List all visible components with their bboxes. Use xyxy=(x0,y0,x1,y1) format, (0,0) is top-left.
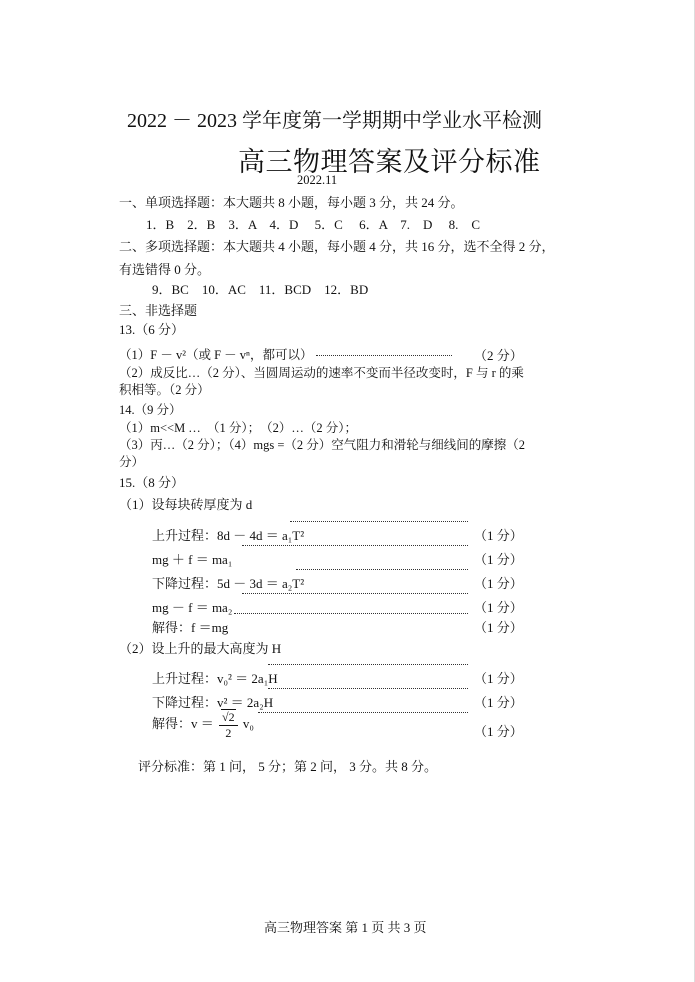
dot-leader xyxy=(268,664,468,665)
date: 2022.11 xyxy=(297,173,338,187)
q15-eq4-score: （1 分） xyxy=(474,600,523,615)
q15-part2-head: （2）设上升的最大高度为 H xyxy=(119,641,282,656)
q15-eq7: 下降过程：v² ＝ 2a₂H xyxy=(152,695,274,710)
sqrt-two: √2 xyxy=(222,710,235,724)
q15-eq3-score: （1 分） xyxy=(474,576,523,591)
dot-leader xyxy=(296,569,468,570)
scoring-criteria: 评分标准：第 1 问， 5 分；第 2 问， 3 分。共 8 分。 xyxy=(138,759,438,774)
q15-eq2-score: （1 分） xyxy=(474,552,523,567)
eq8-prefix: 解得：v ＝ xyxy=(152,715,214,731)
q13-line2: （2）成反比…（2 分）、当圆周运动的速率不变而半径改变时，F 与 r 的乘 xyxy=(119,366,524,380)
q13-line1 xyxy=(119,345,452,363)
dot-leader xyxy=(242,593,468,594)
q15-eq1 xyxy=(152,525,304,544)
section3-heading: 三、非选择题 xyxy=(119,303,198,318)
q15-eq7-score: （1 分） xyxy=(474,695,523,710)
dot-leader xyxy=(242,545,468,546)
eq1-text: 上升过程：8d － 4d ＝ a₁T² xyxy=(152,528,305,543)
q14-line3: 分） xyxy=(119,455,145,469)
dot-leader xyxy=(268,688,468,689)
fraction xyxy=(219,710,238,740)
section2-heading: 二、多项选择题：本大题共 4 小题，每小题 4 分，共 16 分，选不全得 2 分， xyxy=(119,239,555,254)
section1-answers: 1．B 2．B 3．A 4．D 5．C 6．A 7. D 8. C xyxy=(146,217,481,232)
dot-leader xyxy=(290,521,468,522)
q15-eq1-score: （1 分） xyxy=(474,528,523,543)
q15-eq5: 解得：f ＝mg xyxy=(152,620,229,635)
q15-head: 15.（8 分） xyxy=(119,475,185,490)
q13-line3: 积相等。（2 分） xyxy=(119,383,210,397)
q15-eq6-score: （1 分） xyxy=(474,671,523,686)
q13-line1-text: （1）F － v²（或 F － vⁿ，都可以） xyxy=(119,348,313,362)
q15-eq3: 下降过程：5d － 3d ＝ a₂T² xyxy=(152,576,305,591)
q15-eq5-score: （1 分） xyxy=(474,620,523,635)
page-footer: 高三物理答案 第 1 页 共 3 页 xyxy=(264,920,427,935)
section1-heading: 一、单项选择题：本大题共 8 小题，每小题 3 分，共 24 分。 xyxy=(119,195,464,210)
q15-eq6: 上升过程：v₀² ＝ 2a₁H xyxy=(152,671,278,686)
exam-title: 2022 － 2023 学年度第一学期期中学业水平检测 xyxy=(127,110,542,132)
q15-eq8 xyxy=(152,710,254,740)
fraction-numerator xyxy=(219,710,238,726)
q14-line2: （3）丙…（2 分）；（4）mgs =（2 分）空气阻力和滑轮与细线间的摩擦（2 xyxy=(119,438,526,452)
q15-part1-head: （1）设每块砖厚度为 d xyxy=(119,497,253,512)
q14-line1: （1）m<<M … （1 分）； （2）…（2 分）； xyxy=(119,421,358,435)
q15-eq8-score: （1 分） xyxy=(474,724,523,739)
q13-head: 13.（6 分） xyxy=(119,322,185,337)
dot-leader xyxy=(316,355,452,356)
section2-answers: 9．BC 10．AC 11．BCD 12．BD xyxy=(152,282,369,297)
fraction-denominator: 2 xyxy=(225,726,232,740)
eq8-suffix: v₀ xyxy=(242,715,254,731)
q15-eq2: mg ＋ f ＝ ma₁ xyxy=(152,552,233,567)
page-title: 高三物理答案及评分标准 xyxy=(238,147,541,177)
q14-head: 14.（9 分） xyxy=(119,403,182,417)
q15-eq4: mg － f ＝ ma₂ xyxy=(152,600,233,615)
dot-leader xyxy=(258,712,468,713)
q13-line1-score: （2 分） xyxy=(474,348,523,363)
section2-heading-cont: 有选错得 0 分。 xyxy=(119,262,211,277)
dot-leader xyxy=(234,613,468,614)
